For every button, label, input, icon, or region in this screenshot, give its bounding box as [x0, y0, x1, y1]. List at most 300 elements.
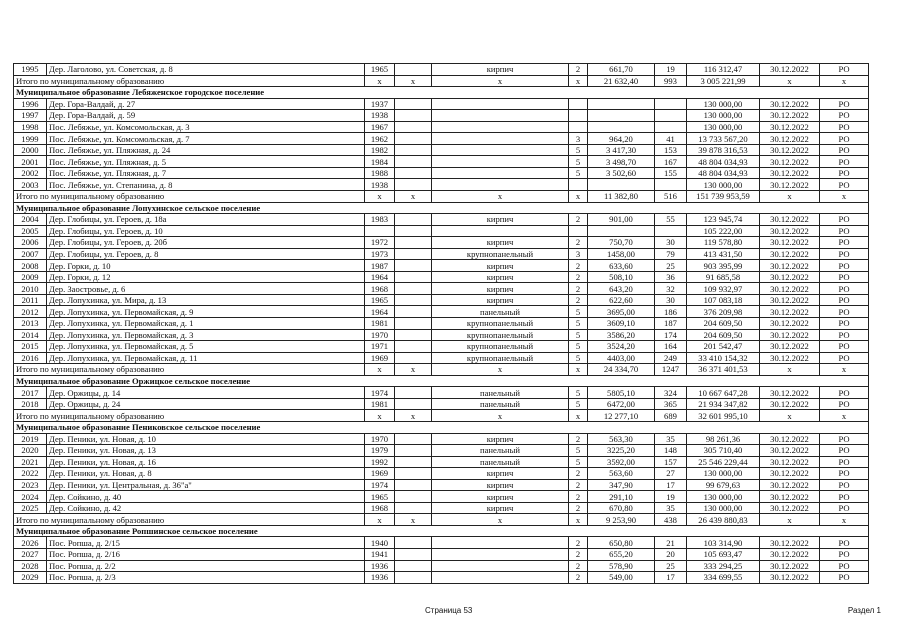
- table-cell: 153: [655, 144, 687, 156]
- table-cell: РО: [820, 537, 869, 549]
- table-cell: кирпич: [432, 479, 569, 491]
- table-cell: 130 000,00: [687, 179, 760, 191]
- table-cell: 347,90: [588, 479, 655, 491]
- table-cell: [395, 271, 432, 283]
- table-cell: РО: [820, 468, 869, 480]
- housing-register-table: [13, 63, 869, 584]
- address-cell: Пос. Ропша, д. 2/16: [47, 548, 365, 560]
- table-row: [14, 156, 869, 168]
- table-cell: 105 222,00: [687, 225, 760, 237]
- table-cell: [395, 144, 432, 156]
- table-cell: 334 699,55: [687, 572, 760, 584]
- table-cell: 365: [655, 398, 687, 410]
- table-cell: [395, 133, 432, 145]
- table-cell: 30.12.2022: [760, 133, 820, 145]
- table-cell: 21 934 347,82: [687, 398, 760, 410]
- address-cell: Дер. Лаголово, ул. Советская, д. 8: [47, 64, 365, 76]
- table-cell: x: [760, 410, 820, 422]
- table-cell: кирпич: [432, 271, 569, 283]
- table-cell: x: [432, 364, 569, 376]
- table-cell: 30.12.2022: [760, 329, 820, 341]
- section-header-row: [14, 525, 869, 537]
- row-number: 2020: [14, 445, 47, 457]
- table-cell: 563,60: [588, 468, 655, 480]
- table-cell: 1964: [365, 271, 395, 283]
- address-cell: Дер. Лопухинка, ул. Первомайская, д. 9: [47, 306, 365, 318]
- table-cell: 5: [569, 456, 588, 468]
- table-cell: [432, 572, 569, 584]
- section-header-row: [14, 375, 869, 387]
- table-cell: 1981: [365, 398, 395, 410]
- row-number: 2021: [14, 456, 47, 468]
- total-row: [14, 364, 869, 376]
- table-cell: 30.12.2022: [760, 214, 820, 226]
- table-cell: 32 601 995,10: [687, 410, 760, 422]
- table-cell: [395, 352, 432, 364]
- table-cell: [395, 479, 432, 491]
- total-label: Итого по муниципальному образованию: [14, 514, 365, 526]
- table-cell: РО: [820, 479, 869, 491]
- address-cell: Дер. Пеники, ул. Новая, д. 8: [47, 468, 365, 480]
- table-cell: 1938: [365, 179, 395, 191]
- address-cell: Пос. Лебяжье, ул. Пляжная, д. 7: [47, 167, 365, 179]
- table-cell: 633,60: [588, 260, 655, 272]
- table-cell: 130 000,00: [687, 110, 760, 122]
- table-cell: 1987: [365, 260, 395, 272]
- table-cell: 12 277,10: [588, 410, 655, 422]
- table-cell: 123 945,74: [687, 214, 760, 226]
- row-number: 2013: [14, 318, 47, 330]
- table-cell: 91 685,58: [687, 271, 760, 283]
- table-cell: [655, 121, 687, 133]
- table-cell: 5: [569, 144, 588, 156]
- table-cell: 30.12.2022: [760, 306, 820, 318]
- table-cell: x: [395, 75, 432, 87]
- address-cell: Дер. Лопухинка, ул. Мира, д. 13: [47, 294, 365, 306]
- row-number: 2002: [14, 167, 47, 179]
- table-cell: 1458,00: [588, 248, 655, 260]
- table-cell: [588, 121, 655, 133]
- table-cell: 167: [655, 156, 687, 168]
- table-row: [14, 572, 869, 584]
- table-row: [14, 468, 869, 480]
- row-number: 2015: [14, 341, 47, 353]
- table-cell: 25 546 229,44: [687, 456, 760, 468]
- table-cell: 2: [569, 283, 588, 295]
- table-cell: 291,10: [588, 491, 655, 503]
- table-cell: x: [569, 514, 588, 526]
- table-cell: РО: [820, 110, 869, 122]
- table-cell: [432, 179, 569, 191]
- table-cell: 438: [655, 514, 687, 526]
- total-row: [14, 191, 869, 203]
- table-cell: 508,10: [588, 271, 655, 283]
- table-cell: 376 209,98: [687, 306, 760, 318]
- table-cell: 2: [569, 260, 588, 272]
- table-cell: 1971: [365, 341, 395, 353]
- address-cell: Пос. Лебяжье, ул. Пляжная, д. 24: [47, 144, 365, 156]
- table-cell: 5: [569, 167, 588, 179]
- table-cell: 2: [569, 491, 588, 503]
- table-cell: [395, 294, 432, 306]
- table-cell: [395, 572, 432, 584]
- table-cell: 30.12.2022: [760, 491, 820, 503]
- table-row: [14, 445, 869, 457]
- table-cell: [588, 179, 655, 191]
- address-cell: Дер. Оржицы, д. 14: [47, 387, 365, 399]
- row-number: 2006: [14, 237, 47, 249]
- table-cell: 2: [569, 294, 588, 306]
- table-cell: РО: [820, 271, 869, 283]
- address-cell: Дер. Лопухинка, ул. Первомайская, д. 11: [47, 352, 365, 364]
- table-cell: кирпич: [432, 237, 569, 249]
- address-cell: Пос. Ропша, д. 2/3: [47, 572, 365, 584]
- table-cell: кирпич: [432, 283, 569, 295]
- table-row: [14, 560, 869, 572]
- table-row: [14, 121, 869, 133]
- table-cell: 17: [655, 572, 687, 584]
- table-cell: 30.12.2022: [760, 283, 820, 295]
- table-cell: кирпич: [432, 294, 569, 306]
- table-row: [14, 237, 869, 249]
- table-cell: [395, 537, 432, 549]
- table-cell: 1970: [365, 433, 395, 445]
- table-cell: 13 733 567,20: [687, 133, 760, 145]
- table-cell: 35: [655, 433, 687, 445]
- table-cell: РО: [820, 121, 869, 133]
- table-cell: РО: [820, 445, 869, 457]
- page-number: Страница 53: [425, 606, 473, 615]
- row-number: 1995: [14, 64, 47, 76]
- table-cell: 79: [655, 248, 687, 260]
- row-number: 2017: [14, 387, 47, 399]
- table-row: [14, 306, 869, 318]
- table-cell: 30.12.2022: [760, 167, 820, 179]
- table-cell: x: [760, 514, 820, 526]
- table-cell: 116 312,47: [687, 64, 760, 76]
- table-cell: 130 000,00: [687, 98, 760, 110]
- table-cell: [569, 98, 588, 110]
- table-cell: 670,80: [588, 502, 655, 514]
- table-cell: 1965: [365, 64, 395, 76]
- table-row: [14, 341, 869, 353]
- table-cell: 32: [655, 283, 687, 295]
- table-cell: 186: [655, 306, 687, 318]
- row-number: 2008: [14, 260, 47, 272]
- table-cell: 119 578,80: [687, 237, 760, 249]
- table-cell: x: [365, 514, 395, 526]
- table-row: [14, 548, 869, 560]
- table-cell: 901,00: [588, 214, 655, 226]
- table-cell: [395, 329, 432, 341]
- table-cell: РО: [820, 294, 869, 306]
- row-number: 2010: [14, 283, 47, 295]
- table-cell: 99 679,63: [687, 479, 760, 491]
- row-number: 1996: [14, 98, 47, 110]
- table-cell: 2: [569, 271, 588, 283]
- table-cell: 1984: [365, 156, 395, 168]
- table-cell: 650,80: [588, 537, 655, 549]
- address-cell: Дер. Горки, д. 10: [47, 260, 365, 272]
- address-cell: Дер. Пеники, ул. Новая, д. 13: [47, 445, 365, 457]
- table-cell: 3225,20: [588, 445, 655, 457]
- address-cell: Дер. Глобицы, ул. Героев, д. 10: [47, 225, 365, 237]
- table-cell: крупнопанельный: [432, 329, 569, 341]
- table-cell: 1968: [365, 502, 395, 514]
- row-number: 2012: [14, 306, 47, 318]
- table-cell: [395, 260, 432, 272]
- table-cell: РО: [820, 237, 869, 249]
- table-cell: 1974: [365, 479, 395, 491]
- table-cell: РО: [820, 329, 869, 341]
- table-row: [14, 294, 869, 306]
- table-cell: 36 371 401,53: [687, 364, 760, 376]
- table-row: [14, 133, 869, 145]
- table-cell: 30.12.2022: [760, 537, 820, 549]
- table-cell: [395, 445, 432, 457]
- table-cell: 30.12.2022: [760, 341, 820, 353]
- total-label: Итого по муниципальному образованию: [14, 410, 365, 422]
- table-cell: 35: [655, 502, 687, 514]
- table-cell: 3586,20: [588, 329, 655, 341]
- table-cell: 578,90: [588, 560, 655, 572]
- table-cell: 30.12.2022: [760, 456, 820, 468]
- table-cell: 10 667 647,28: [687, 387, 760, 399]
- table-cell: 30.12.2022: [760, 294, 820, 306]
- table-cell: x: [365, 410, 395, 422]
- section-header-row: [14, 202, 869, 214]
- table-cell: 39 878 316,53: [687, 144, 760, 156]
- table-cell: 993: [655, 75, 687, 87]
- table-cell: 103 314,90: [687, 537, 760, 549]
- table-cell: РО: [820, 502, 869, 514]
- table-cell: 30.12.2022: [760, 144, 820, 156]
- table-cell: [588, 225, 655, 237]
- row-number: 2004: [14, 214, 47, 226]
- table-row: [14, 144, 869, 156]
- table-cell: [395, 387, 432, 399]
- table-cell: 30.12.2022: [760, 260, 820, 272]
- table-cell: [432, 110, 569, 122]
- table-cell: 3592,00: [588, 456, 655, 468]
- row-number: 2019: [14, 433, 47, 445]
- table-cell: 9 253,90: [588, 514, 655, 526]
- address-cell: Дер. Сойкино, д. 40: [47, 491, 365, 503]
- table-cell: РО: [820, 144, 869, 156]
- table-cell: РО: [820, 352, 869, 364]
- row-number: 2024: [14, 491, 47, 503]
- table-cell: 48 804 034,93: [687, 167, 760, 179]
- address-cell: Пос. Лебяжье, ул. Комсомольская, д. 7: [47, 133, 365, 145]
- total-label: Итого по муниципальному образованию: [14, 75, 365, 87]
- table-cell: 130 000,00: [687, 121, 760, 133]
- table-cell: 2: [569, 64, 588, 76]
- table-cell: [395, 214, 432, 226]
- table-cell: 30.12.2022: [760, 572, 820, 584]
- table-cell: 1938: [365, 110, 395, 122]
- section-header-row: [14, 421, 869, 433]
- table-cell: 30.12.2022: [760, 179, 820, 191]
- table-cell: 5805,10: [588, 387, 655, 399]
- table-row: [14, 456, 869, 468]
- table-cell: 30.12.2022: [760, 387, 820, 399]
- table-cell: 516: [655, 191, 687, 203]
- table-cell: 20: [655, 548, 687, 560]
- table-cell: 5: [569, 329, 588, 341]
- table-cell: 41: [655, 133, 687, 145]
- address-cell: Дер. Лопухинка, ул. Первомайская, д. 1: [47, 318, 365, 330]
- table-cell: [432, 548, 569, 560]
- table-cell: 26 439 880,83: [687, 514, 760, 526]
- table-cell: РО: [820, 548, 869, 560]
- table-cell: [432, 537, 569, 549]
- table-cell: 3: [569, 248, 588, 260]
- table-cell: 1983: [365, 214, 395, 226]
- table-cell: [395, 491, 432, 503]
- table-cell: 33 410 154,32: [687, 352, 760, 364]
- table-cell: РО: [820, 318, 869, 330]
- table-cell: 750,70: [588, 237, 655, 249]
- address-cell: Дер. Горки, д. 12: [47, 271, 365, 283]
- table-cell: [655, 110, 687, 122]
- row-number: 2014: [14, 329, 47, 341]
- table-cell: 130 000,00: [687, 468, 760, 480]
- table-row: [14, 387, 869, 399]
- row-number: 1997: [14, 110, 47, 122]
- table-cell: РО: [820, 225, 869, 237]
- table-cell: РО: [820, 398, 869, 410]
- table-cell: 3 417,30: [588, 144, 655, 156]
- table-cell: 2: [569, 537, 588, 549]
- table-cell: 5: [569, 398, 588, 410]
- table-row: [14, 225, 869, 237]
- table-cell: [395, 121, 432, 133]
- table-cell: 1988: [365, 167, 395, 179]
- table-cell: 30.12.2022: [760, 110, 820, 122]
- table-cell: [395, 225, 432, 237]
- table-cell: 643,20: [588, 283, 655, 295]
- table-cell: x: [395, 364, 432, 376]
- table-cell: 1965: [365, 491, 395, 503]
- address-cell: Дер. Глобицы, ул. Героев, д. 18а: [47, 214, 365, 226]
- table-cell: 2: [569, 433, 588, 445]
- address-cell: Дер. Гора-Валдай, д. 27: [47, 98, 365, 110]
- table-cell: РО: [820, 572, 869, 584]
- table-cell: 5: [569, 306, 588, 318]
- table-row: [14, 479, 869, 491]
- table-cell: 109 932,97: [687, 283, 760, 295]
- table-cell: 1937: [365, 98, 395, 110]
- table-cell: [588, 98, 655, 110]
- table-cell: 2: [569, 502, 588, 514]
- table-cell: РО: [820, 260, 869, 272]
- table-cell: кирпич: [432, 502, 569, 514]
- row-number: 2016: [14, 352, 47, 364]
- table-cell: РО: [820, 248, 869, 260]
- table-row: [14, 491, 869, 503]
- address-cell: Дер. Лопухинка, ул. Первомайская, д. 3: [47, 329, 365, 341]
- table-cell: 2: [569, 479, 588, 491]
- table-cell: [655, 98, 687, 110]
- table-cell: РО: [820, 156, 869, 168]
- table-cell: [432, 133, 569, 145]
- table-cell: 5: [569, 318, 588, 330]
- table-cell: 30.12.2022: [760, 398, 820, 410]
- table-cell: кирпич: [432, 433, 569, 445]
- table-cell: 48 804 034,93: [687, 156, 760, 168]
- table-cell: 204 609,50: [687, 329, 760, 341]
- table-cell: 2: [569, 560, 588, 572]
- table-row: [14, 502, 869, 514]
- table-cell: 1992: [365, 456, 395, 468]
- table-cell: x: [432, 191, 569, 203]
- table-cell: 25: [655, 260, 687, 272]
- section-title: Муниципальное образование Лопухинское сельское поселение: [14, 202, 869, 214]
- table-cell: 1940: [365, 537, 395, 549]
- table-cell: x: [569, 364, 588, 376]
- table-cell: 3 005 221,99: [687, 75, 760, 87]
- table-cell: 655,20: [588, 548, 655, 560]
- table-cell: 30.12.2022: [760, 502, 820, 514]
- table-cell: 21 632,40: [588, 75, 655, 87]
- table-cell: кирпич: [432, 260, 569, 272]
- table-cell: [365, 225, 395, 237]
- table-cell: x: [569, 75, 588, 87]
- row-number: 2009: [14, 271, 47, 283]
- table-cell: x: [432, 75, 569, 87]
- row-number: 2026: [14, 537, 47, 549]
- table-cell: 148: [655, 445, 687, 457]
- table-row: [14, 64, 869, 76]
- table-cell: РО: [820, 179, 869, 191]
- table-cell: РО: [820, 214, 869, 226]
- table-cell: x: [820, 410, 869, 422]
- table-cell: x: [820, 514, 869, 526]
- table-cell: 1982: [365, 144, 395, 156]
- table-cell: 6472,00: [588, 398, 655, 410]
- table-cell: 30.12.2022: [760, 121, 820, 133]
- table-cell: 30.12.2022: [760, 445, 820, 457]
- table-cell: 155: [655, 167, 687, 179]
- table-cell: x: [365, 75, 395, 87]
- table-cell: 1967: [365, 121, 395, 133]
- row-number: 2025: [14, 502, 47, 514]
- table-cell: 1962: [365, 133, 395, 145]
- table-cell: 3609,10: [588, 318, 655, 330]
- address-cell: Дер. Пеники, ул. Новая, д. 10: [47, 433, 365, 445]
- table-cell: РО: [820, 133, 869, 145]
- table-cell: [395, 560, 432, 572]
- table-cell: 549,00: [588, 572, 655, 584]
- table-cell: 661,70: [588, 64, 655, 76]
- table-row: [14, 214, 869, 226]
- table-cell: [569, 121, 588, 133]
- address-cell: Дер. Глобицы, ул. Героев, д. 8: [47, 248, 365, 260]
- address-cell: Дер. Оржицы, д. 24: [47, 398, 365, 410]
- table-cell: кирпич: [432, 491, 569, 503]
- table-cell: [569, 179, 588, 191]
- section-title: Муниципальное образование Ропшинское сельское поселение: [14, 525, 869, 537]
- table-cell: 1936: [365, 560, 395, 572]
- table-cell: 30.12.2022: [760, 352, 820, 364]
- table-cell: РО: [820, 387, 869, 399]
- table-cell: 19: [655, 491, 687, 503]
- table-cell: 1979: [365, 445, 395, 457]
- table-cell: [432, 560, 569, 572]
- table-cell: [395, 64, 432, 76]
- table-cell: 1969: [365, 468, 395, 480]
- table-cell: 130 000,00: [687, 502, 760, 514]
